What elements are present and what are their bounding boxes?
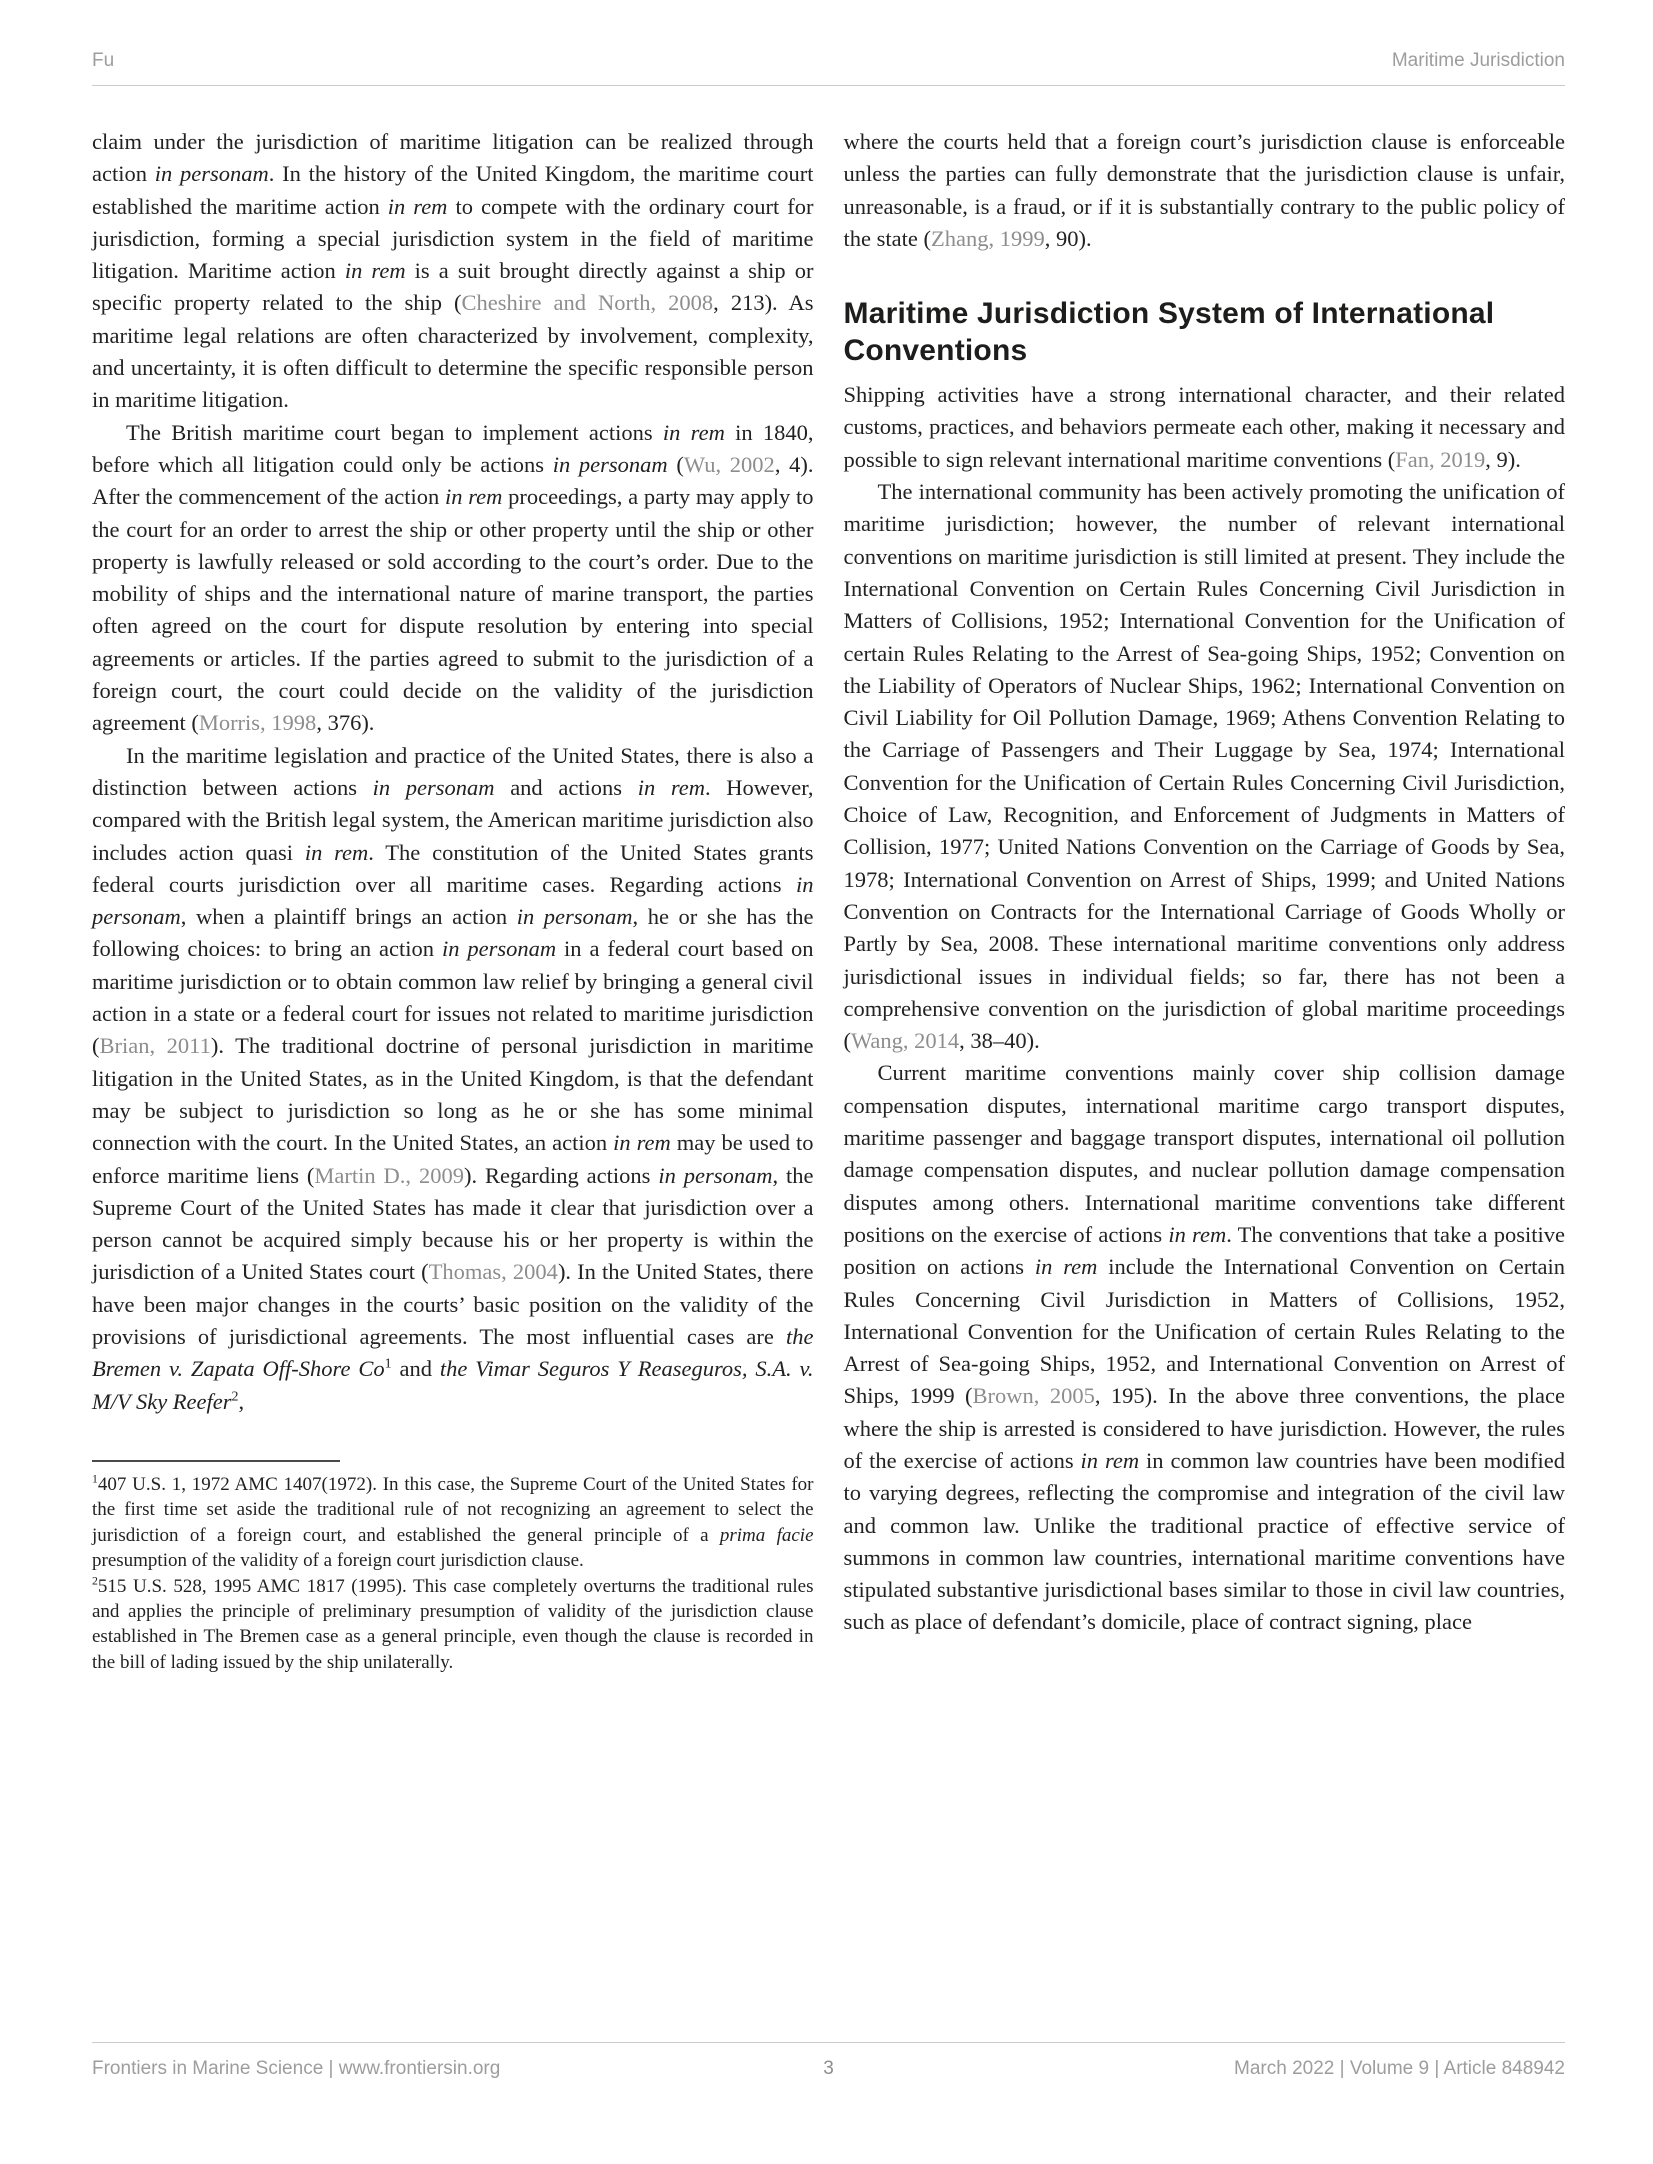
paragraph: claim under the jurisdiction of maritime litigation can be realized through action in personam. In the history of the United Kingdom, the maritime court established the maritime action in rem to compete with the ordinary court for jurisdiction, forming a special jurisdiction system in the field of maritime litigation. Maritime action in rem is a suit brought directly against a ship or specific property related to the ship (Cheshire and North, 2008, 213). As maritime legal relations are often characterized by involvement, complexity, and uncertainty, it is often difficult to determine the specific responsible person in maritime litigation. [92, 129, 814, 413]
citation-link[interactable]: Morris, 1998 [198, 710, 317, 736]
footnote-marker-2: 2 [92, 1574, 98, 1588]
citation-link[interactable]: Cheshire and North, 2008 [461, 290, 714, 316]
header-running-title: Maritime Jurisdiction [1391, 50, 1565, 71]
footer-issue-info: March 2022 | Volume 9 | Article 848942 [1234, 2058, 1565, 2079]
footnote-ref-2[interactable]: 2 [231, 1389, 239, 1405]
section-heading: Maritime Jurisdiction System of International Conventions [843, 297, 1495, 368]
footnote-separator [92, 1460, 340, 1462]
citation-link[interactable]: Martin D., 2009 [314, 1162, 464, 1188]
two-column-body [92, 126, 1565, 1675]
footnotes-block [92, 1460, 814, 1675]
paragraph: In the maritime legislation and practice of the United States, there is also a distinction between actions in personam and actions in rem. However, compared with the British legal system, the American maritime jurisdiction also includes action quasi in rem. The constitution of the United States grants federal courts jurisdiction over all maritime cases. Regarding actions in personam, when a plaintiff brings an action in personam, he or she has the following choices: to bring an action in personam in a federal court based on maritime jurisdiction or to obtain common law relief by bringing a general civil action in a state or a federal court for issues not related to maritime jurisdiction (Brian, 2011). The traditional doctrine of personal jurisdiction in maritime litigation in the United States, as in the United Kingdom, is that the defendant may be subject to jurisdiction so long as he or she has some minimal connection with the court. In the United States, an action in rem may be used to enforce maritime liens (Martin D., 2009). Regarding actions in personam, the Supreme Court of the United States has made it clear that jurisdiction over a person cannot be acquired simply because his or her property is within the jurisdiction of a United States court (Thomas, 2004). In the United States, there have been major changes in the courts’ basic position on the validity of the provisions of jurisdictional agreements. The most influential cases are the Bremen v. Zapata Off-Shore Co$^1$ and the Vimar Seguros Y Reaseguros, S.A. v. M/V Sky Reefer$^2$, [92, 742, 814, 1414]
paragraph: The international community has been actively promoting the unification of maritime jurisdiction; however, the number of relevant international conventions on maritime jurisdiction is still limited at present. They include the International Convention on Certain Rules Concerning Civil Jurisdiction in Matters of Collisions, 1952; International Convention for the Unification of certain Rules Relating to the Arrest of Sea-going Ships, 1952; Convention on the Liability of Operators of Nuclear Ships, 1962; International Convention on Civil Liability for Oil Pollution Damage, 1969; Athens Convention Relating to the Carriage of Passengers and Their Luggage by Sea, 1974; International Convention for the Unification of Certain Rules Concerning Civil Jurisdiction, Choice of Law, Recognition, and Enforcement of Judgments in Matters of Collision, 1977; United Nations Convention on the Carriage of Goods by Sea, 1978; International Convention on Arrest of Ships, 1999; and United Nations Convention on Contracts for the International Carriage of Goods Wholly or Partly by Sea, 2008. These international maritime conventions only address jurisdictional issues in individual fields; so far, there has not been a comprehensive convention on the jurisdiction of global maritime proceedings (Wang, 2014, 38–40). [843, 479, 1565, 1054]
footnote: $^1$407 U.S. 1, 1972 AMC 1407(1972). In this case, the Supreme Court of the United States for the first time set aside the traditional rule of not recognizing an agreement to select the jurisdiction of a foreign court, and established the general principle of a prima facie presumption of the validity of a foreign court jurisdiction clause. [92, 1472, 814, 1572]
citation-link[interactable]: Zhang, 1999 [930, 225, 1045, 251]
header-rule [92, 85, 1565, 86]
footnote-ref-1[interactable]: 1 [384, 1356, 392, 1372]
citation-link[interactable]: Wu, 2002 [683, 451, 775, 477]
paragraph: where the courts held that a foreign court’s jurisdiction clause is enforceable unless the parties can fully demonstrate that the jurisdiction clause is unfair, unreasonable, is a fraud, or if it is substantially contrary to the public policy of the state (Zhang, 1999, 90). [843, 129, 1565, 251]
header-author: Fu [92, 50, 115, 71]
citation-link[interactable]: Wang, 2014 [851, 1028, 960, 1054]
footer-journal: Frontiers in Marine Science | www.frontiersin.org [92, 2058, 501, 2079]
citation-link[interactable]: Fan, 2019 [1395, 446, 1486, 472]
page-footer [92, 2058, 1565, 2080]
paragraph: The British maritime court began to implement actions in rem in 1840, before which all litigation could only be actions in personam (Wu, 2002, 4). After the commencement of the action in rem proceedings, a party may apply to the court for an order to arrest the ship or other property until the ship or other property is lawfully released or sold according to the court’s order. Due to the mobility of ships and the international nature of marine transport, the parties often agreed on the court for dispute resolution by entering into special agreements or articles. If the parties agreed to submit to the jurisdiction of a foreign court, the court could decide on the validity of the jurisdiction agreement (Morris, 1998, 376). [92, 419, 814, 736]
running-head [92, 50, 1565, 72]
right-column [844, 126, 1566, 1675]
footer-rule [92, 2042, 1565, 2043]
citation-link[interactable]: Brown, 2005 [972, 1383, 1095, 1409]
citation-link[interactable]: Thomas, 2004 [428, 1259, 558, 1285]
paragraph: Current maritime conventions mainly cover ship collision damage compensation disputes, international maritime cargo transport disputes, maritime passenger and baggage transport disputes, international oil pollution damage compensation disputes, and nuclear pollution damage compensation disputes among others. International maritime conventions take different positions on the exercise of actions in rem. The conventions that take a positive position on actions in rem include the International Convention on Certain Rules Concerning Civil Jurisdiction in Matters of Collisions, 1952, International Convention for the Unification of certain Rules Relating to the Arrest of Sea-going Ships, 1952, and International Convention on Arrest of Ships, 1999 (Brown, 2005, 195). In the above three conventions, the place where the ship is arrested is considered to have jurisdiction. However, the rules of the exercise of actions in rem in common law countries have been modified to varying degrees, reflecting the compromise and integration of the civil law and common law. Unlike the traditional practice of effective service of summons in common law countries, international maritime conventions have stipulated substantive jurisdictional bases similar to those in civil law countries, such as place of defendant’s domicile, place of contract signing, place [843, 1060, 1566, 1635]
footnote-marker-1: 1 [92, 1472, 98, 1486]
paragraph: Shipping activities have a strong international character, and their related customs, practices, and behaviors permeate each other, making it necessary and possible to sign relevant international maritime conventions (Fan, 2019, 9). [843, 382, 1565, 472]
footer-page-number: 3 [823, 2058, 834, 2079]
citation-link[interactable]: Brian, 2011 [99, 1033, 211, 1059]
left-column [92, 126, 814, 1675]
footnote: $^2$515 U.S. 528, 1995 AMC 1817 (1995). This case completely overturns the traditional rules and applies the principle of preliminary presumption of validity of the jurisdiction clause established in The Bremen case as a general principle, even though the clause is recorded in the bill of lading issued by the ship unilaterally. [92, 1574, 814, 1673]
